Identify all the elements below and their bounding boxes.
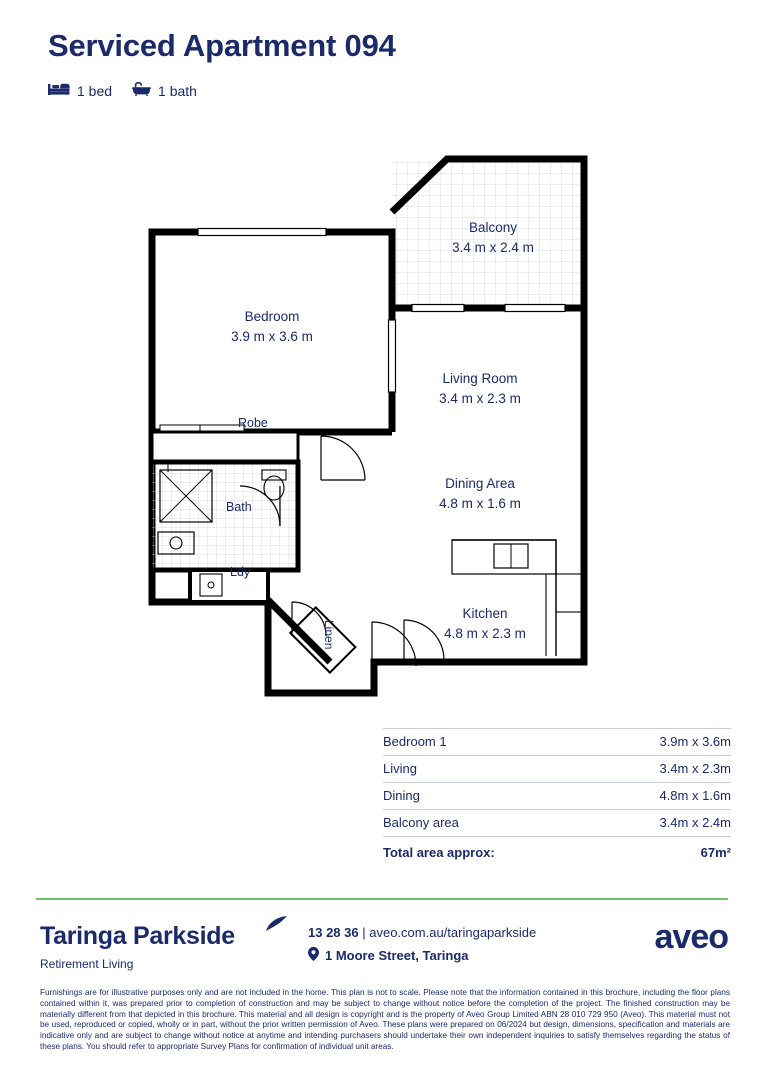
room-label-bedroom: Bedroom 3.9 m x 3.6 m <box>231 309 313 344</box>
schedule-total-label: Total area approx: <box>383 845 495 860</box>
community-name: Taringa Parkside <box>40 922 235 950</box>
table-row <box>383 728 731 756</box>
room-label-robe: Robe <box>238 416 268 430</box>
schedule-room-name: Bedroom 1 <box>383 734 447 749</box>
bed-count <box>48 82 112 99</box>
footer-divider <box>36 898 728 900</box>
property-meta <box>48 82 197 99</box>
schedule-total-value: 67m² <box>700 845 731 860</box>
bed-count-label: 1 bed <box>77 82 113 99</box>
room-label-balcony: Balcony 3.4 m x 2.4 m <box>452 220 534 255</box>
room-label-bath: Bath <box>226 500 252 514</box>
schedule-room-dim: 4.8m x 1.6m <box>659 788 731 803</box>
contact-phone-web <box>308 925 536 940</box>
table-row <box>383 783 731 810</box>
contact-separator: | <box>362 925 366 940</box>
room-label-living: Living Room 3.4 m x 2.3 m <box>439 371 521 406</box>
leaf-icon <box>265 915 289 940</box>
room-label-dining: Dining Area 4.8 m x 1.6 m <box>439 476 521 511</box>
schedule-room-dim: 3.9m x 3.6m <box>659 734 731 749</box>
contact-website[interactable]: aveo.com.au/taringaparkside <box>369 925 537 940</box>
schedule-room-dim: 3.4m x 2.4m <box>659 815 731 830</box>
aveo-logo: aveo <box>654 918 728 956</box>
floor-plan <box>0 140 764 720</box>
table-row <box>383 756 731 783</box>
disclaimer-text: Furnishings are for illustrative purposes only and are not included in the home. This plan is not to scale. Please note that the information contained in this brochure, including the floor plans contained within it, was prepared prior to completion of construction and may be subject to change without notice before the completion of the project. The finished construction may be materially different from that depicted in this brochure. This material and all design is copyright and is the property of Aveo Group Limited ABN 28 010 729 950 (Aveo). This material must not be used, reproduced or copied, wholly or in part, without the prior written permission of Aveo. These plans were prepared on 06/2024 but design, dimensions, specification and materials are indicative only and are subject to change without notice at anytime and intending purchasers should undertake their own independent inquiries to satisfy themselves regarding the status of these plans. You should refer to appropriate Survey Plans for confirmation of individual unit areas. <box>40 988 730 1052</box>
contact-address: 1 Moore Street, Taringa <box>325 948 469 963</box>
page-title: Serviced Apartment 094 <box>48 28 396 63</box>
schedule-total-row <box>383 837 731 866</box>
community-brand <box>40 922 235 971</box>
bed-icon <box>48 82 70 99</box>
schedule-room-name: Balcony area <box>383 815 459 830</box>
bath-count <box>132 82 197 99</box>
bath-count-label: 1 bath <box>158 82 197 99</box>
schedule-room-name: Living <box>383 761 417 776</box>
schedule-room-dim: 3.4m x 2.3m <box>659 761 731 776</box>
room-label-laundry: Ldy <box>230 565 251 579</box>
area-schedule <box>383 728 731 866</box>
bath-icon <box>132 82 151 99</box>
community-tagline: Retirement Living <box>40 957 134 971</box>
contact-address-row <box>308 947 536 964</box>
floor-plan-drawing <box>0 140 764 720</box>
contact-phone[interactable]: 13 28 36 <box>308 925 359 940</box>
schedule-room-name: Dining <box>383 788 420 803</box>
room-label-kitchen: Kitchen 4.8 m x 2.3 m <box>444 606 526 641</box>
room-label-linen: Linen <box>322 620 336 650</box>
table-row <box>383 810 731 837</box>
contact-block <box>308 925 536 964</box>
map-pin-icon <box>308 947 319 964</box>
